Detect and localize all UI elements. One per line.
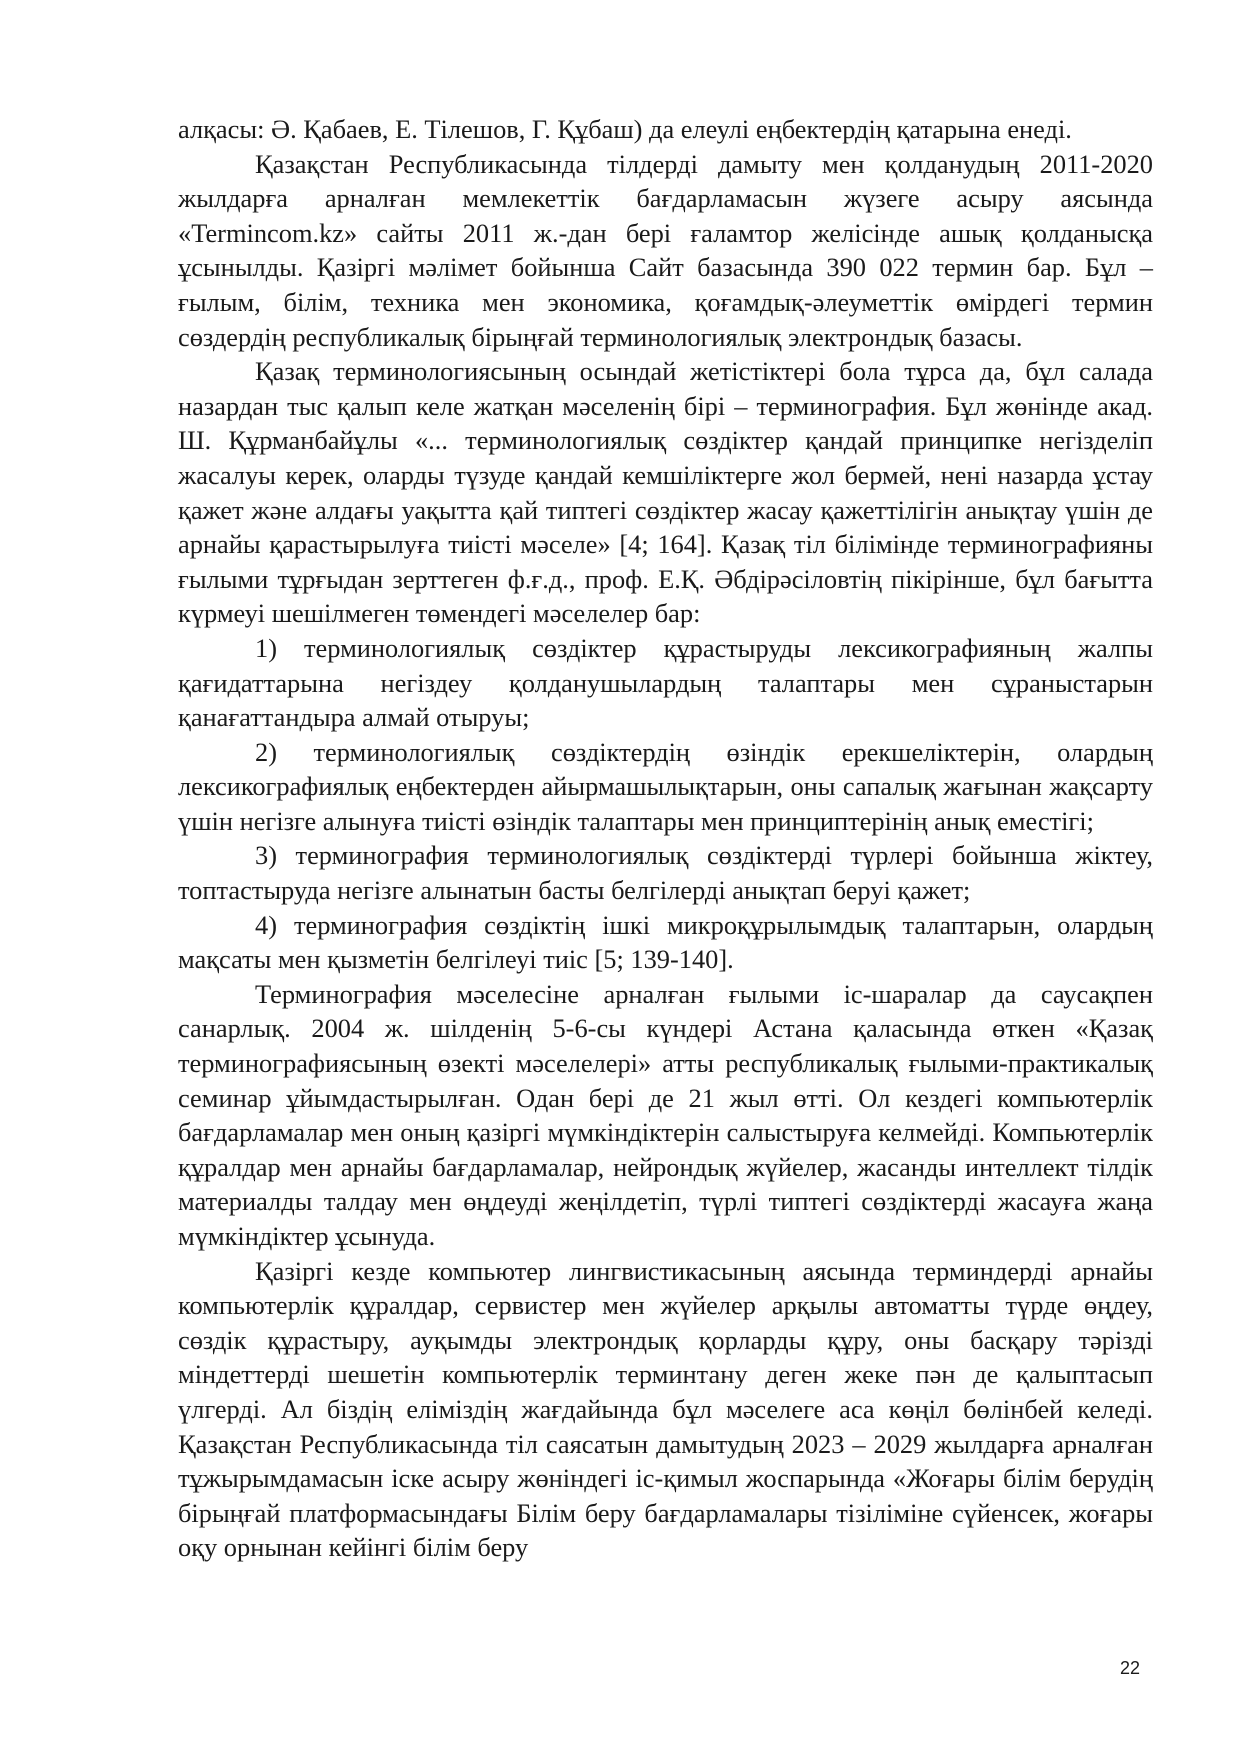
page-number: 22 xyxy=(1120,1658,1141,1678)
list-item-3: 3) терминография терминологиялық сөздіктерді түрлері бойынша жіктеу, топтастыруда негізге алынатын басты белгілерді анықтап беруі қажет; xyxy=(178,840,1153,906)
paragraph-termincom: Қазақстан Республикасында тілдерді дамыту мен қолданудың 2011-2020 жылдарға арналған мемлекеттік бағдарламасын жүзеге асыру аясында «Termincom.kz» сайты 2011 ж.-дан бері ғаламтор желісінде ашық қолданысқа ұсынылды. Қазіргі мәлімет бойынша Сайт базасында 390 022 термин бар. Бұл – ғылым, білім, техника мен экономика, қоғамдық-әлеуметтік өмірдегі термин сөздердің республикалық бірыңғай терминологиялық электрондық базасы. xyxy=(178,148,1153,352)
list-item-2: 2) терминологиялық сөздіктердің өзіндік ерекшеліктерін, олардың лексикографиялық еңбектерден айырмашылықтарын, оны сапалық жағынан жақсарту үшін негізге алынуға тиісті өзіндік талаптары мен принциптерінің анық еместігі; xyxy=(178,736,1153,836)
paragraph-continuation: алқасы: Ә. Қабаев, Е. Тілешов, Г. Құбаш) да елеулі еңбектердің қатарына енеді. xyxy=(178,114,1072,144)
list-item-4: 4) терминография сөздіктің ішкі микроқұрылымдық талаптарын, олардың мақсаты мен қызметін белгілеуі тиіс [5; 139-140]. xyxy=(178,909,1153,975)
paragraph-seminar: Терминография мәселесіне арналған ғылыми іс-шаралар да саусақпен санарлық. 2004 ж. шілденің 5-6-сы күндері Астана қаласында өткен «Қазақ терминографиясының өзекті мәселелері» атты республикалық ғылыми-практикалық семинар ұйымдастырылған. Одан бері де 21 жыл өтті. Ол кездегі компьютерлік бағдарламалар мен оның қазіргі мүмкіндіктерін салыстыруға келмейді. Компьютерлік құралдар мен арнайы бағдарламалар, нейрондық жүйелер, жасанды интеллект тілдік материалды талдау мен өңдеуді жеңілдетіп, түрлі типтегі сөздіктерді жасауға жаңа мүмкіндіктер ұсынуда. xyxy=(178,978,1153,1251)
document-body xyxy=(178,112,1153,1565)
paragraph-terminography: Қазақ терминологиясының осындай жетістіктері бола тұрса да, бұл салада назардан тыс қалып келе жатқан мәселенің бірі – терминография. Бұл жөнінде акад. Ш. Құрманбайұлы «... терминологиялық сөздіктер қандай принципке негізделіп жасалуы керек, оларды түзуде қандай кемшіліктерге жол бермей, нені назарда ұстау қажет және алдағы уақытта қай типтегі сөздіктер жасау қажеттілігін анықтау үшін де арнайы қарастырылуға тиісті мәселе» [4; 164]. Қазақ тіл білімінде терминографияны ғылыми тұрғыдан зерттеген ф.ғ.д., проф. Е.Қ. Әбдірәсіловтің пікірінше, бұл бағытта күрмеуі шешілмеген төмендегі мәселелер бар: xyxy=(178,356,1153,629)
list-item-1: 1) терминологиялық сөздіктер құрастыруды лексикографияның жалпы қағидаттарына негіздеу қолданушылардың талаптары мен сұраныстарын қанағаттандыра алмай отыруы; xyxy=(178,632,1153,733)
paragraph-computational-terminology: Қазіргі кезде компьютер лингвистикасының аясында терминдерді арнайы компьютерлік құралдар, сервистер мен жүйелер арқылы автоматты түрде өңдеу, сөздік құрастыру, ауқымды электрондық қорларды құру, оны басқару тәрізді міндеттерді шешетін компьютерлік терминтану деген жеке пән де қалыптасып үлгерді. Ал біздің еліміздің жағдайында бұл мәселеге аса көңіл бөлінбей келеді. Қазақстан Республикасында тіл саясатын дамытудың 2023 – 2029 жылдарға арналған тұжырымдамасын іске асыру жөніндегі іс-қимыл жоспарында «Жоғары білім берудің бірыңғай платформасындағы Білім беру бағдарламалары тізіліміне сүйенсек, жоғары оқу орнынан кейінгі білім беру xyxy=(178,1255,1153,1563)
